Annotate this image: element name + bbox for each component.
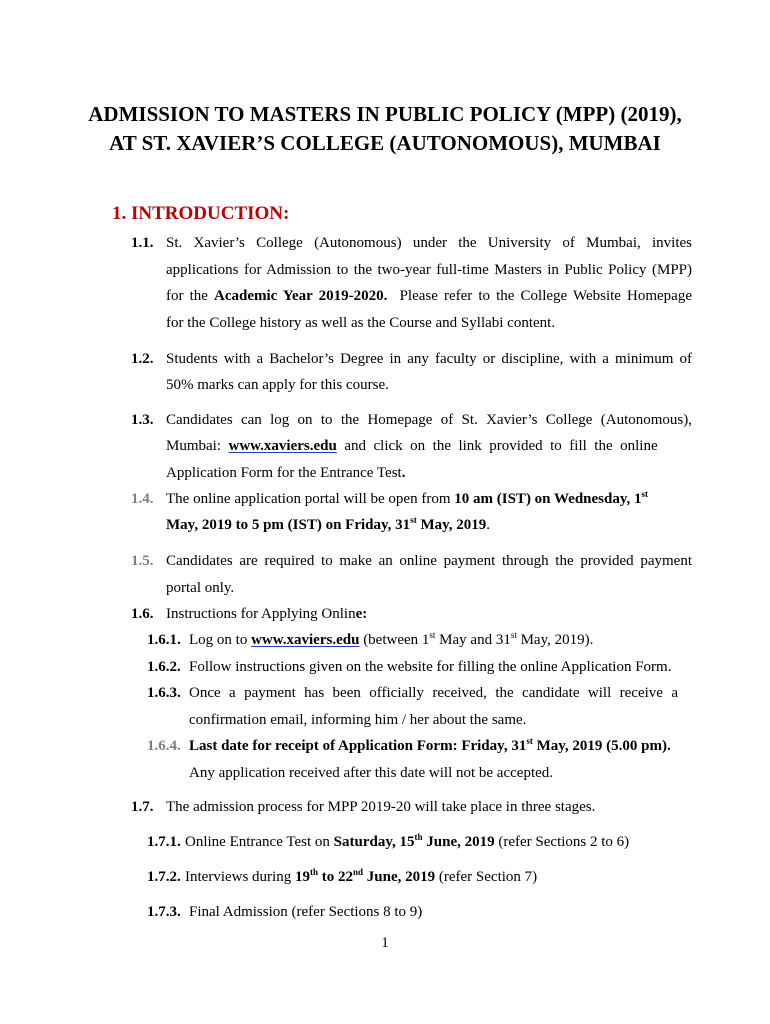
item-1-6-3-line-2: confirmation email, informing him / her about the same. [189, 712, 527, 728]
item-1-3-line-1: Candidates can log on to the Homepage of St. Xavier’s College (Autonomous), [166, 412, 692, 428]
item-number-1-7-3: 1.7.3. [147, 904, 181, 920]
item-number-1-1: 1.1. [131, 235, 154, 251]
item-1-6-text: Instructions for Applying Online: [166, 606, 368, 622]
item-1-2-line-2: 50% marks can apply for this course. [166, 377, 389, 393]
item-1-4-line-1: The online application portal will be open from 10 am (IST) on Wednesday, 1st [166, 489, 649, 507]
document-title-line-1: ADMISSION TO MASTERS IN PUBLIC POLICY (MPP) (2019), [88, 102, 682, 126]
item-1-6-3-line-1: Once a payment has been officially received, the candidate will receive a [189, 685, 678, 701]
item-1-6-4-line-2: Any application received after this date will not be accepted. [189, 765, 554, 781]
item-number-1-6-1: 1.6.1. [147, 632, 181, 648]
item-1-6-2-text: Follow instructions given on the website for filling the online Application Form. [189, 659, 672, 675]
item-1-5-line-2: portal only. [166, 580, 235, 596]
item-1-6-4-line-1: Last date for receipt of Application Form: Friday, 31st May, 2019 (5.00 pm). [189, 736, 671, 754]
item-number-1-3: 1.3. [131, 412, 154, 428]
item-1-6-1-text: Log on to www.xaviers.edu (between 1st May and 31st May, 2019). [189, 630, 594, 648]
xaviers-website-link[interactable]: www.xaviers.edu [228, 438, 337, 454]
xaviers-website-link-2[interactable]: www.xaviers.edu [251, 632, 360, 648]
item-1-7-3-text: Final Admission (refer Sections 8 to 9) [189, 904, 423, 920]
item-1-1-line-3: for the Academic Year 2019-2020. Please refer to the College Website Homepage [166, 288, 692, 304]
item-1-3-line-2: Mumbai: www.xaviers.edu and click on the link provided to fill the online [166, 438, 658, 454]
item-number-1-7-1: 1.7.1. [147, 834, 181, 850]
item-1-5-line-1: Candidates are required to make an online payment through the provided payment [166, 553, 692, 569]
item-number-1-7-2: 1.7.2. [147, 869, 181, 885]
item-1-2-line-1: Students with a Bachelor’s Degree in any faculty or discipline, with a minimum of [166, 351, 692, 367]
item-1-1-line-2: applications for Admission to the two-year full-time Masters in Public Policy (MPP) [166, 262, 692, 278]
item-number-1-4: 1.4. [131, 491, 154, 507]
item-number-1-7: 1.7. [131, 799, 154, 815]
item-1-4-line-2: May, 2019 to 5 pm (IST) on Friday, 31st May, 2019. [166, 515, 491, 533]
document-title-line-2: AT ST. XAVIER’S COLLEGE (AUTONOMOUS), MUMBAI [109, 131, 661, 155]
item-1-7-text: The admission process for MPP 2019-20 will take place in three stages. [166, 799, 596, 815]
item-number-1-6-3: 1.6.3. [147, 685, 181, 701]
item-1-1-line-4: for the College history as well as the Course and Syllabi content. [166, 315, 556, 331]
item-1-7-2-text: Interviews during 19th to 22nd June, 2019 (refer Section 7) [185, 867, 538, 885]
item-number-1-6-2: 1.6.2. [147, 659, 181, 675]
page-number: 1 [381, 935, 389, 951]
item-number-1-5: 1.5. [131, 553, 154, 569]
item-1-7-1-text: Online Entrance Test on Saturday, 15th June, 2019 (refer Sections 2 to 6) [185, 832, 630, 850]
item-number-1-2: 1.2. [131, 351, 154, 367]
item-number-1-6-4: 1.6.4. [147, 738, 181, 754]
item-1-1-line-1: St. Xavier’s College (Autonomous) under the University of Mumbai, invites [166, 235, 692, 251]
item-1-3-line-3: Application Form for the Entrance Test. [166, 465, 406, 481]
item-number-1-6: 1.6. [131, 606, 154, 622]
section-heading-introduction: 1. INTRODUCTION: [112, 203, 290, 224]
